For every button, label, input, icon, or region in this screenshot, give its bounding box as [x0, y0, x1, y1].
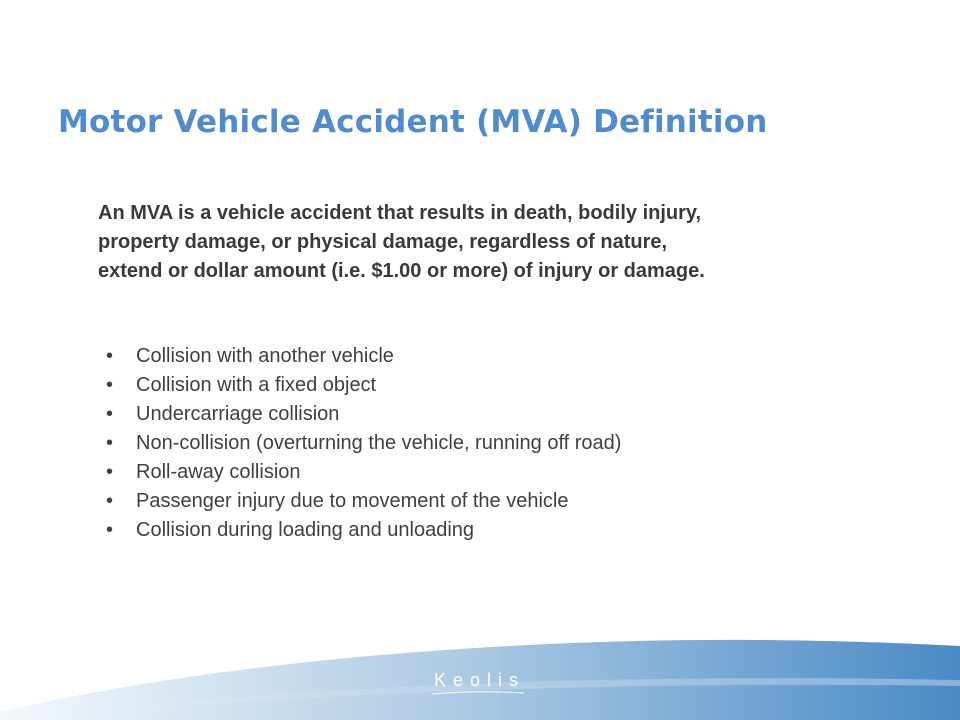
list-item-text: Non-collision (overturning the vehicle, running off road) [136, 432, 622, 454]
list-item [106, 458, 621, 487]
bullet-icon: • [106, 519, 114, 541]
definition-line: extend or dollar amount (i.e. $1.00 or more) of injury or damage. [98, 260, 705, 282]
list-item [106, 516, 621, 545]
definition-text [98, 199, 878, 286]
keolis-logo: Keolis [434, 670, 526, 690]
bullet-icon: • [106, 490, 114, 512]
list-item [106, 371, 621, 400]
definition-line: property damage, or physical damage, regardless of nature, [98, 231, 668, 253]
list-item [106, 429, 621, 458]
list-item [106, 342, 621, 371]
bullet-icon: • [106, 345, 114, 367]
mva-types-list [106, 342, 621, 545]
definition-line: An MVA is a vehicle accident that results in death, bodily injury, [98, 202, 702, 224]
list-item-text: Undercarriage collision [136, 403, 340, 425]
bullet-icon: • [106, 403, 114, 425]
list-item [106, 400, 621, 429]
list-item [106, 487, 621, 516]
list-item-text: Collision with another vehicle [136, 345, 394, 367]
list-item-text: Collision with a fixed object [136, 374, 377, 396]
list-item-text: Passenger injury due to movement of the vehicle [136, 490, 569, 512]
list-item-text: Collision during loading and unloading [136, 519, 475, 541]
bullet-icon: • [106, 432, 114, 454]
slide-title: Motor Vehicle Accident (MVA) Definition [58, 104, 768, 140]
bullet-icon: • [106, 374, 114, 396]
bullet-icon: • [106, 461, 114, 483]
list-item-text: Roll-away collision [136, 461, 301, 483]
